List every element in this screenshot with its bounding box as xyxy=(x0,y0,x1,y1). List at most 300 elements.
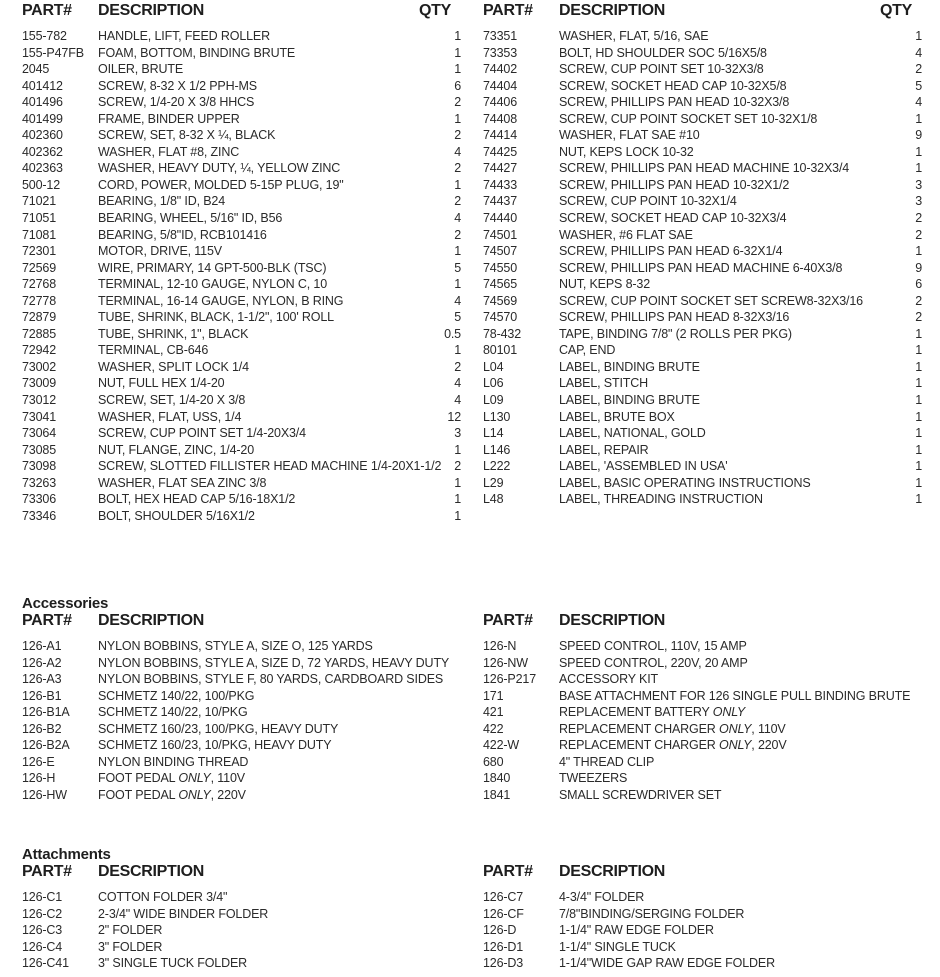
attachments-title: Attachments xyxy=(22,846,111,863)
cell-qty: 6 xyxy=(915,277,922,292)
cell-qty: 1 xyxy=(454,244,461,259)
cell-desc: TERMINAL, CB-646 xyxy=(98,343,209,358)
cell-desc: SCREW, SOCKET HEAD CAP 10-32X3/4 xyxy=(559,211,787,226)
cell-qty: 1 xyxy=(915,161,922,176)
cell-desc: NYLON BOBBINS, STYLE A, SIZE O, 125 YARDS xyxy=(98,639,373,653)
column-header-description: DESCRIPTION xyxy=(559,2,666,19)
cell-qty: 2 xyxy=(454,194,461,209)
cell-part: 74507 xyxy=(483,244,518,259)
cell-qty: 9 xyxy=(915,260,922,275)
table-row xyxy=(483,276,922,293)
cell-part: 73012 xyxy=(22,393,57,408)
table-row xyxy=(22,78,461,95)
cell-part: 680 xyxy=(483,754,504,769)
cell-desc: WASHER, HEAVY DUTY, ¼, YELLOW ZINC xyxy=(98,161,341,176)
table-row xyxy=(22,508,461,525)
column-header-qty: QTY xyxy=(419,2,451,19)
table-row xyxy=(483,160,922,177)
table-row xyxy=(483,177,922,194)
attachments-table-left xyxy=(22,863,461,972)
table-row xyxy=(22,243,461,260)
cell-qty: 1 xyxy=(454,508,461,523)
cell-part: L29 xyxy=(483,475,504,490)
cell-desc: 2-3/4" WIDE BINDER FOLDER xyxy=(98,906,269,921)
cell-desc: CAP, END xyxy=(559,343,616,358)
cell-qty: 1 xyxy=(454,29,461,43)
table-row xyxy=(483,127,922,144)
table-row xyxy=(483,94,922,111)
column-header-part: PART# xyxy=(22,2,72,19)
cell-desc: NYLON BINDING THREAD xyxy=(98,754,249,769)
table-row xyxy=(483,392,922,409)
cell-part: 74570 xyxy=(483,310,518,325)
cell-desc: SCREW, CUP POINT SET 1/4-20X3/4 xyxy=(98,426,306,441)
cell-qty: 4 xyxy=(454,144,461,159)
cell-part: 78-432 xyxy=(483,326,522,341)
cell-desc: SCHMETZ 160/23, 10/PKG, HEAVY DUTY xyxy=(98,738,332,753)
table-row xyxy=(22,409,461,426)
cell-desc: SCREW, CUP POINT SOCKET SET 10-32X1/8 xyxy=(559,111,818,126)
cell-desc: LABEL, BASIC OPERATING INSTRUCTIONS xyxy=(559,475,811,490)
cell-qty: 1 xyxy=(454,45,461,60)
cell-part: 422-W xyxy=(483,738,520,753)
cell-qty: 6 xyxy=(454,78,461,93)
cell-qty: 1 xyxy=(915,111,922,126)
cell-desc: 3" SINGLE TUCK FOLDER xyxy=(98,956,248,971)
table-row xyxy=(22,227,461,244)
cell-part: 126-B1 xyxy=(22,688,62,703)
table-row xyxy=(483,787,922,804)
cell-part: L04 xyxy=(483,359,504,374)
cell-part: 1841 xyxy=(483,787,511,802)
cell-part: 401496 xyxy=(22,95,63,110)
cell-desc: REPLACEMENT BATTERY ONLY xyxy=(559,705,746,720)
cell-part: 73263 xyxy=(22,475,57,490)
table-row xyxy=(22,458,461,475)
cell-desc: BEARING, 5/8"ID, RCB101416 xyxy=(98,227,267,242)
cell-desc: LABEL, STITCH xyxy=(559,376,649,391)
table-row xyxy=(483,704,922,721)
cell-part: 402362 xyxy=(22,144,63,159)
cell-part: 126-NW xyxy=(483,655,528,670)
cell-part: 72778 xyxy=(22,293,57,308)
table-row xyxy=(483,309,922,326)
table-row xyxy=(22,276,461,293)
cell-desc: SCREW, PHILLIPS PAN HEAD 6-32X1/4 xyxy=(559,244,783,259)
cell-part: 421 xyxy=(483,705,504,720)
cell-desc: SPEED CONTROL, 110V, 15 AMP xyxy=(559,639,747,653)
cell-qty: 1 xyxy=(454,277,461,292)
column-header-description: DESCRIPTION xyxy=(559,863,666,880)
cell-part: 126-D xyxy=(483,923,517,938)
cell-qty: 1 xyxy=(915,326,922,341)
cell-part: 126-A3 xyxy=(22,672,62,687)
cell-desc: NYLON BOBBINS, STYLE F, 80 YARDS, CARDBOARD SIDES xyxy=(98,672,444,687)
cell-part: 126-H xyxy=(22,771,56,786)
cell-desc: FOOT PEDAL ONLY, 110V xyxy=(98,771,245,786)
cell-desc: TERMINAL, 16-14 GAUGE, NYLON, B RING xyxy=(98,293,344,308)
cell-desc: MOTOR, DRIVE, 115V xyxy=(98,244,222,259)
table-row xyxy=(22,127,461,144)
cell-part: L06 xyxy=(483,376,504,391)
cell-qty: 1 xyxy=(915,426,922,441)
table-row xyxy=(483,737,922,754)
table-row xyxy=(22,704,461,721)
table-row xyxy=(483,28,922,45)
cell-desc: BOLT, SHOULDER 5/16X1/2 xyxy=(98,508,255,523)
cell-desc: WASHER, SPLIT LOCK 1/4 xyxy=(98,359,249,374)
cell-part: 73353 xyxy=(483,45,518,60)
table-header-row xyxy=(22,863,461,889)
table-row xyxy=(483,111,922,128)
cell-qty: 5 xyxy=(454,260,461,275)
cell-part: L146 xyxy=(483,442,511,457)
cell-qty: 4 xyxy=(915,45,922,60)
cell-part: 74427 xyxy=(483,161,518,176)
cell-desc: 1-1/4" RAW EDGE FOLDER xyxy=(559,923,714,938)
cell-qty: 1 xyxy=(915,492,922,507)
table-row xyxy=(483,409,922,426)
column-header-part: PART# xyxy=(483,612,533,629)
cell-qty: 1 xyxy=(454,111,461,126)
cell-desc: WASHER, #6 FLAT SAE xyxy=(559,227,693,242)
table-row xyxy=(22,737,461,754)
cell-part: 73085 xyxy=(22,442,57,457)
cell-part: L222 xyxy=(483,459,511,474)
cell-qty: 1 xyxy=(454,492,461,507)
cell-part: 155-782 xyxy=(22,29,67,43)
table-row xyxy=(483,922,922,939)
table-row xyxy=(483,243,922,260)
cell-part: L14 xyxy=(483,426,504,441)
cell-part: 74501 xyxy=(483,227,518,242)
cell-qty: 5 xyxy=(915,78,922,93)
table-header-row xyxy=(483,612,922,638)
table-row xyxy=(483,770,922,787)
cell-qty: 2 xyxy=(915,211,922,226)
cell-qty: 2 xyxy=(915,293,922,308)
cell-desc: BEARING, WHEEL, 5/16" ID, B56 xyxy=(98,211,283,226)
table-row xyxy=(22,375,461,392)
accessories-title: Accessories xyxy=(22,595,109,612)
cell-qty: 1 xyxy=(915,29,922,43)
table-row xyxy=(483,955,922,972)
cell-desc: 4" THREAD CLIP xyxy=(559,754,655,769)
cell-qty: 2 xyxy=(454,161,461,176)
cell-desc: WASHER, FLAT #8, ZINC xyxy=(98,144,240,159)
cell-desc: NUT, KEPS 8-32 xyxy=(559,277,650,292)
cell-part: 74425 xyxy=(483,144,518,159)
cell-part: 171 xyxy=(483,688,504,703)
table-row xyxy=(22,955,461,972)
cell-part: 74437 xyxy=(483,194,518,209)
table-header-row xyxy=(22,2,461,28)
cell-desc: SCREW, PHILLIPS PAN HEAD MACHINE 6-40X3/8 xyxy=(559,260,843,275)
cell-desc: WASHER, FLAT SAE #10 xyxy=(559,128,700,143)
cell-qty: 4 xyxy=(454,393,461,408)
cell-part: 126-C41 xyxy=(22,956,69,971)
table-row xyxy=(22,260,461,277)
cell-desc: TWEEZERS xyxy=(559,771,628,786)
table-row xyxy=(22,939,461,956)
cell-qty: 2 xyxy=(915,227,922,242)
cell-part: 402360 xyxy=(22,128,63,143)
table-row xyxy=(483,491,922,508)
table-row xyxy=(483,78,922,95)
cell-qty: 2 xyxy=(915,310,922,325)
cell-desc: SCHMETZ 140/22, 100/PKG xyxy=(98,688,255,703)
cell-qty: 4 xyxy=(454,293,461,308)
cell-qty: 1 xyxy=(454,62,461,77)
table-row xyxy=(22,770,461,787)
cell-qty: 1 xyxy=(915,144,922,159)
cell-part: 74440 xyxy=(483,211,518,226)
table-row xyxy=(483,458,922,475)
cell-part: 71051 xyxy=(22,211,57,226)
table-row xyxy=(22,475,461,492)
cell-part: 126-E xyxy=(22,754,55,769)
table-row xyxy=(483,342,922,359)
cell-part: 126-C2 xyxy=(22,906,63,921)
cell-part: 73098 xyxy=(22,459,57,474)
cell-part: 126-CF xyxy=(483,906,524,921)
cell-part: 72768 xyxy=(22,277,57,292)
table-row xyxy=(22,889,461,906)
cell-part: 80101 xyxy=(483,343,518,358)
table-row xyxy=(483,721,922,738)
cell-qty: 2 xyxy=(454,359,461,374)
table-row xyxy=(22,326,461,343)
cell-desc: SCREW, PHILLIPS PAN HEAD 10-32X1/2 xyxy=(559,177,790,192)
column-header-description: DESCRIPTION xyxy=(559,612,666,629)
table-row xyxy=(483,45,922,62)
main-parts-table-right xyxy=(483,2,922,508)
table-row xyxy=(22,721,461,738)
cell-desc: WASHER, FLAT, 5/16, SAE xyxy=(559,29,709,43)
cell-part: 74406 xyxy=(483,95,518,110)
column-header-description: DESCRIPTION xyxy=(98,863,205,880)
cell-part: 126-A1 xyxy=(22,639,62,653)
cell-desc: SCREW, SLOTTED FILLISTER HEAD MACHINE 1/4-20X1-1/2 xyxy=(98,459,442,474)
cell-desc: WASHER, FLAT, USS, 1/4 xyxy=(98,409,242,424)
cell-part: 73346 xyxy=(22,508,57,523)
cell-part: 422 xyxy=(483,721,504,736)
table-row xyxy=(22,671,461,688)
table-row xyxy=(483,210,922,227)
table-row xyxy=(22,442,461,459)
table-row xyxy=(22,906,461,923)
cell-part: 126-N xyxy=(483,639,517,653)
cell-part: 74404 xyxy=(483,78,518,93)
cell-desc: 3" FOLDER xyxy=(98,939,163,954)
cell-qty: 1 xyxy=(915,475,922,490)
table-row xyxy=(483,688,922,705)
cell-qty: 12 xyxy=(447,409,461,424)
cell-desc: WIRE, PRIMARY, 14 GPT-500-BLK (TSC) xyxy=(98,260,327,275)
cell-desc: SCREW, SOCKET HEAD CAP 10-32X5/8 xyxy=(559,78,787,93)
cell-desc: OILER, BRUTE xyxy=(98,62,184,77)
cell-part: 73064 xyxy=(22,426,57,441)
cell-desc: COTTON FOLDER 3/4" xyxy=(98,890,228,904)
cell-desc: TAPE, BINDING 7/8" (2 ROLLS PER PKG) xyxy=(559,326,792,341)
cell-desc: TUBE, SHRINK, 1", BLACK xyxy=(98,326,249,341)
table-header-row xyxy=(483,863,922,889)
cell-qty: 3 xyxy=(915,194,922,209)
cell-desc: SCREW, CUP POINT SOCKET SET SCREW8-32X3/16 xyxy=(559,293,863,308)
table-row xyxy=(22,655,461,672)
cell-part: 74414 xyxy=(483,128,518,143)
table-row xyxy=(483,425,922,442)
cell-desc: LABEL, THREADING INSTRUCTION xyxy=(559,492,763,507)
column-header-part: PART# xyxy=(22,612,72,629)
table-row xyxy=(483,754,922,771)
cell-desc: SCREW, PHILLIPS PAN HEAD MACHINE 10-32X3/4 xyxy=(559,161,850,176)
table-row xyxy=(22,688,461,705)
main-parts-table-left xyxy=(22,2,461,524)
accessories-table-right xyxy=(483,612,922,803)
cell-desc: SPEED CONTROL, 220V, 20 AMP xyxy=(559,655,748,670)
cell-part: 72569 xyxy=(22,260,57,275)
table-row xyxy=(22,922,461,939)
table-row xyxy=(22,392,461,409)
cell-part: 73351 xyxy=(483,29,518,43)
table-row xyxy=(22,94,461,111)
cell-desc: TERMINAL, 12-10 GAUGE, NYLON C, 10 xyxy=(98,277,328,292)
table-row xyxy=(22,160,461,177)
cell-part: 401412 xyxy=(22,78,63,93)
cell-qty: 4 xyxy=(454,211,461,226)
cell-desc: NYLON BOBBINS, STYLE A, SIZE D, 72 YARDS, HEAVY DUTY xyxy=(98,655,450,670)
table-row xyxy=(22,61,461,78)
cell-desc: BOLT, HEX HEAD CAP 5/16-18X1/2 xyxy=(98,492,296,507)
cell-qty: 2 xyxy=(454,227,461,242)
cell-desc: TUBE, SHRINK, BLACK, 1-1/2", 100' ROLL xyxy=(98,310,334,325)
table-row xyxy=(22,177,461,194)
cell-qty: 1 xyxy=(915,409,922,424)
cell-qty: 9 xyxy=(915,128,922,143)
cell-desc: REPLACEMENT CHARGER ONLY, 220V xyxy=(559,738,787,753)
cell-desc: NUT, KEPS LOCK 10-32 xyxy=(559,144,694,159)
cell-part: 71021 xyxy=(22,194,57,209)
cell-qty: 2 xyxy=(915,62,922,77)
table-row xyxy=(483,906,922,923)
table-row xyxy=(483,939,922,956)
cell-qty: 2 xyxy=(454,128,461,143)
cell-desc: SCREW, CUP POINT 10-32X1/4 xyxy=(559,194,737,209)
cell-part: 73002 xyxy=(22,359,57,374)
cell-qty: 0.5 xyxy=(444,326,461,341)
table-row xyxy=(22,342,461,359)
attachments-table-right xyxy=(483,863,922,972)
cell-qty: 2 xyxy=(454,459,461,474)
table-row xyxy=(22,638,461,655)
cell-desc: 1-1/4" SINGLE TUCK xyxy=(559,939,676,954)
cell-qty: 3 xyxy=(915,177,922,192)
cell-desc: 2" FOLDER xyxy=(98,923,163,938)
cell-desc: CORD, POWER, MOLDED 5-15P PLUG, 19" xyxy=(98,177,344,192)
cell-desc: REPLACEMENT CHARGER ONLY, 110V xyxy=(559,721,786,736)
column-header-qty: QTY xyxy=(880,2,912,19)
table-row xyxy=(22,787,461,804)
table-row xyxy=(22,111,461,128)
cell-qty: 1 xyxy=(454,442,461,457)
cell-part: L130 xyxy=(483,409,511,424)
table-row xyxy=(483,61,922,78)
cell-desc: WASHER, FLAT SEA ZINC 3/8 xyxy=(98,475,267,490)
cell-part: 1840 xyxy=(483,771,511,786)
cell-desc: ACCESSORY KIT xyxy=(559,672,659,687)
cell-part: 72942 xyxy=(22,343,57,358)
cell-part: 126-C7 xyxy=(483,890,524,904)
cell-qty: 1 xyxy=(915,343,922,358)
accessories-table-left xyxy=(22,612,461,803)
cell-desc: SCREW, CUP POINT SET 10-32X3/8 xyxy=(559,62,764,77)
table-row xyxy=(22,28,461,45)
cell-part: 126-B2 xyxy=(22,721,62,736)
cell-part: 126-C3 xyxy=(22,923,63,938)
table-row xyxy=(483,227,922,244)
cell-desc: 4-3/4" FOLDER xyxy=(559,890,645,904)
table-row xyxy=(22,210,461,227)
table-row xyxy=(483,375,922,392)
cell-part: 2045 xyxy=(22,62,50,77)
table-row xyxy=(483,655,922,672)
table-row xyxy=(483,475,922,492)
table-row xyxy=(483,638,922,655)
cell-qty: 1 xyxy=(915,376,922,391)
cell-desc: SCREW, 1/4-20 X 3/8 HHCS xyxy=(98,95,255,110)
table-row xyxy=(22,491,461,508)
cell-qty: 1 xyxy=(454,475,461,490)
cell-part: 155-P47FB xyxy=(22,45,84,60)
cell-desc: FRAME, BINDER UPPER xyxy=(98,111,240,126)
cell-part: 74569 xyxy=(483,293,518,308)
table-row xyxy=(22,309,461,326)
cell-desc: SCREW, 8-32 X 1/2 PPH-MS xyxy=(98,78,257,93)
table-row xyxy=(22,45,461,62)
column-header-description: DESCRIPTION xyxy=(98,612,205,629)
cell-desc: BEARING, 1/8" ID, B24 xyxy=(98,194,226,209)
table-header-row xyxy=(22,612,461,638)
cell-part: 126-A2 xyxy=(22,655,62,670)
cell-part: 74408 xyxy=(483,111,518,126)
cell-desc: SCHMETZ 140/22, 10/PKG xyxy=(98,705,248,720)
cell-desc: BASE ATTACHMENT FOR 126 SINGLE PULL BINDING BRUTE xyxy=(559,688,911,703)
table-row xyxy=(483,293,922,310)
column-header-part: PART# xyxy=(483,2,533,19)
cell-part: 74550 xyxy=(483,260,518,275)
table-row xyxy=(483,359,922,376)
cell-part: 126-B2A xyxy=(22,738,70,753)
cell-desc: SMALL SCREWDRIVER SET xyxy=(559,787,722,802)
cell-part: 73041 xyxy=(22,409,57,424)
cell-part: 126-P217 xyxy=(483,672,537,687)
table-row xyxy=(22,293,461,310)
table-row xyxy=(483,144,922,161)
table-row xyxy=(483,442,922,459)
table-row xyxy=(483,260,922,277)
cell-desc: FOAM, BOTTOM, BINDING BRUTE xyxy=(98,45,296,60)
table-row xyxy=(22,359,461,376)
cell-part: 126-HW xyxy=(22,787,67,802)
cell-part: 500-12 xyxy=(22,177,61,192)
cell-desc: 7/8"BINDING/SERGING FOLDER xyxy=(559,906,745,921)
cell-part: 72879 xyxy=(22,310,57,325)
cell-qty: 1 xyxy=(915,244,922,259)
cell-qty: 1 xyxy=(454,343,461,358)
column-header-part: PART# xyxy=(22,863,72,880)
cell-part: 401499 xyxy=(22,111,63,126)
